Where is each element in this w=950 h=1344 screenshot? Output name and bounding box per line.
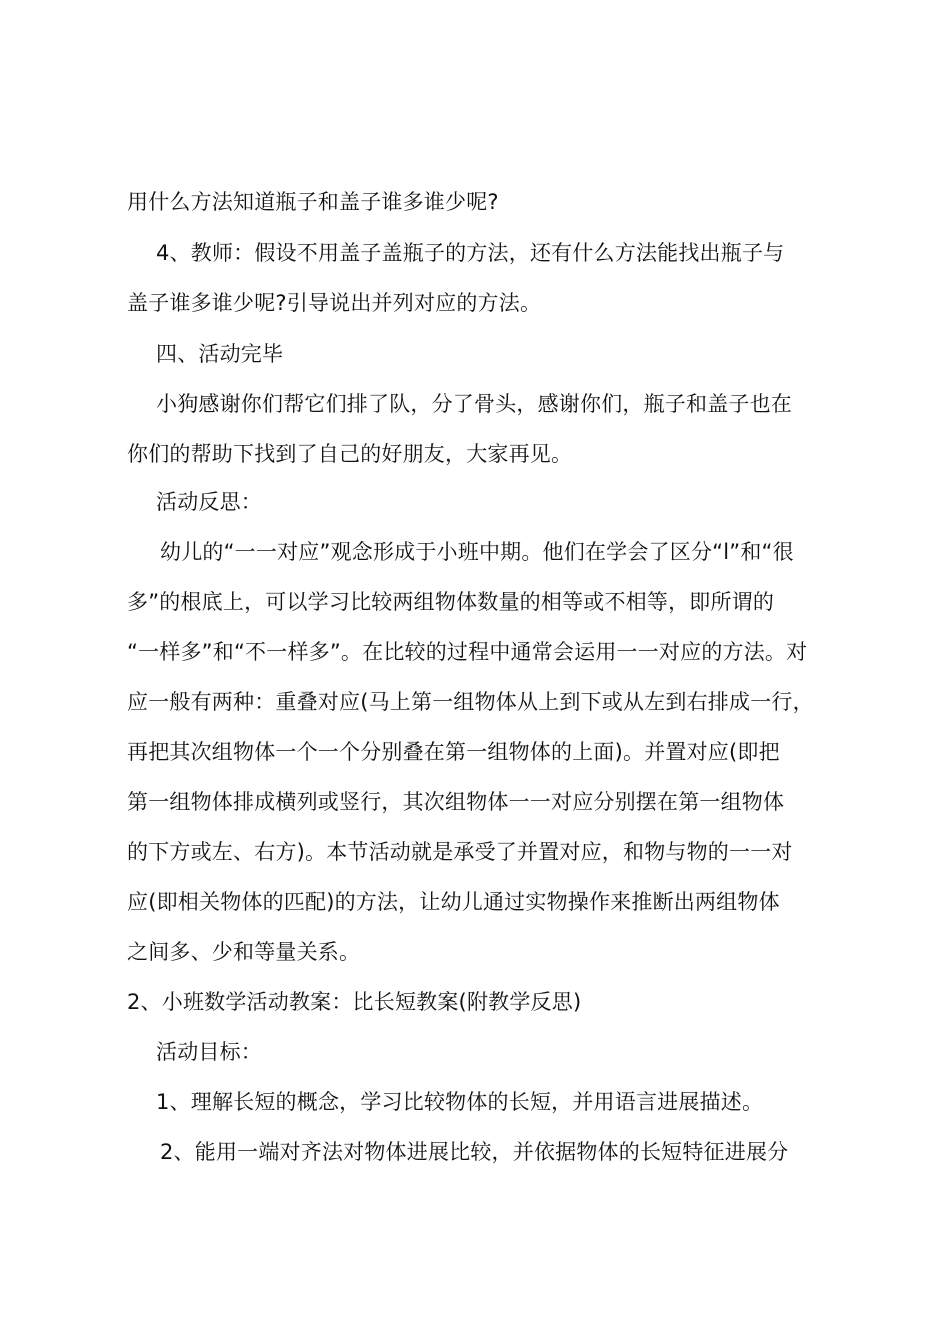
text-line: 的下方或左、右方)。本节活动就是承受了并置对应，和物与物的一一对 xyxy=(127,840,793,864)
text-line: 小狗感谢你们帮它们排了队，分了骨头，感谢你们，瓶子和盖子也在 xyxy=(156,392,792,416)
text-line: 多”的根底上，可以学习比较两组物体数量的相等或不相等，即所谓的 xyxy=(127,590,775,614)
text-line: 你们的帮助下找到了自己的好朋友，大家再见。 xyxy=(127,442,573,466)
subheading: 活动反思： xyxy=(156,490,262,514)
text-line: 4、教师：假设不用盖子盖瓶子的方法，还有什么方法能找出瓶子与 xyxy=(156,241,785,265)
section-heading: 2、小班数学活动教案：比长短教案(附教学反思) xyxy=(127,990,582,1014)
text-line: 再把其次组物体一个一个分别叠在第一组物体的上面)。并置对应(即把 xyxy=(127,740,780,764)
text-line: 幼儿的“一一对应”观念形成于小班中期。他们在学会了区分“l”和“很 xyxy=(160,540,794,564)
text-line: 用什么方法知道瓶子和盖子谁多谁少呢? xyxy=(127,190,499,214)
text-line: 第一组物体排成横列或竖行，其次组物体一一对应分别摆在第一组物体 xyxy=(127,790,785,814)
subheading: 活动目标： xyxy=(156,1040,262,1064)
text-line: “一样多”和“不一样多”。在比较的过程中通常会运用一一对应的方法。对 xyxy=(127,640,808,664)
text-line: 应(即相关物体的匹配)的方法，让幼儿通过实物操作来推断出两组物体 xyxy=(127,890,780,914)
section-heading: 四、活动完毕 xyxy=(156,342,284,366)
text-line: 盖子谁多谁少呢?引导说出并列对应的方法。 xyxy=(127,291,542,315)
text-line: 之间多、少和等量关系。 xyxy=(127,940,361,964)
text-line: 1、理解长短的概念，学习比较物体的长短，并用语言进展描述。 xyxy=(156,1090,764,1114)
text-line: 2、能用一端对齐法对物体进展比较，并依据物体的长短特征进展分 xyxy=(160,1140,789,1164)
text-line: 应一般有两种：重叠对应(马上第一组物体从上到下或从左到右排成一行， xyxy=(127,690,814,714)
